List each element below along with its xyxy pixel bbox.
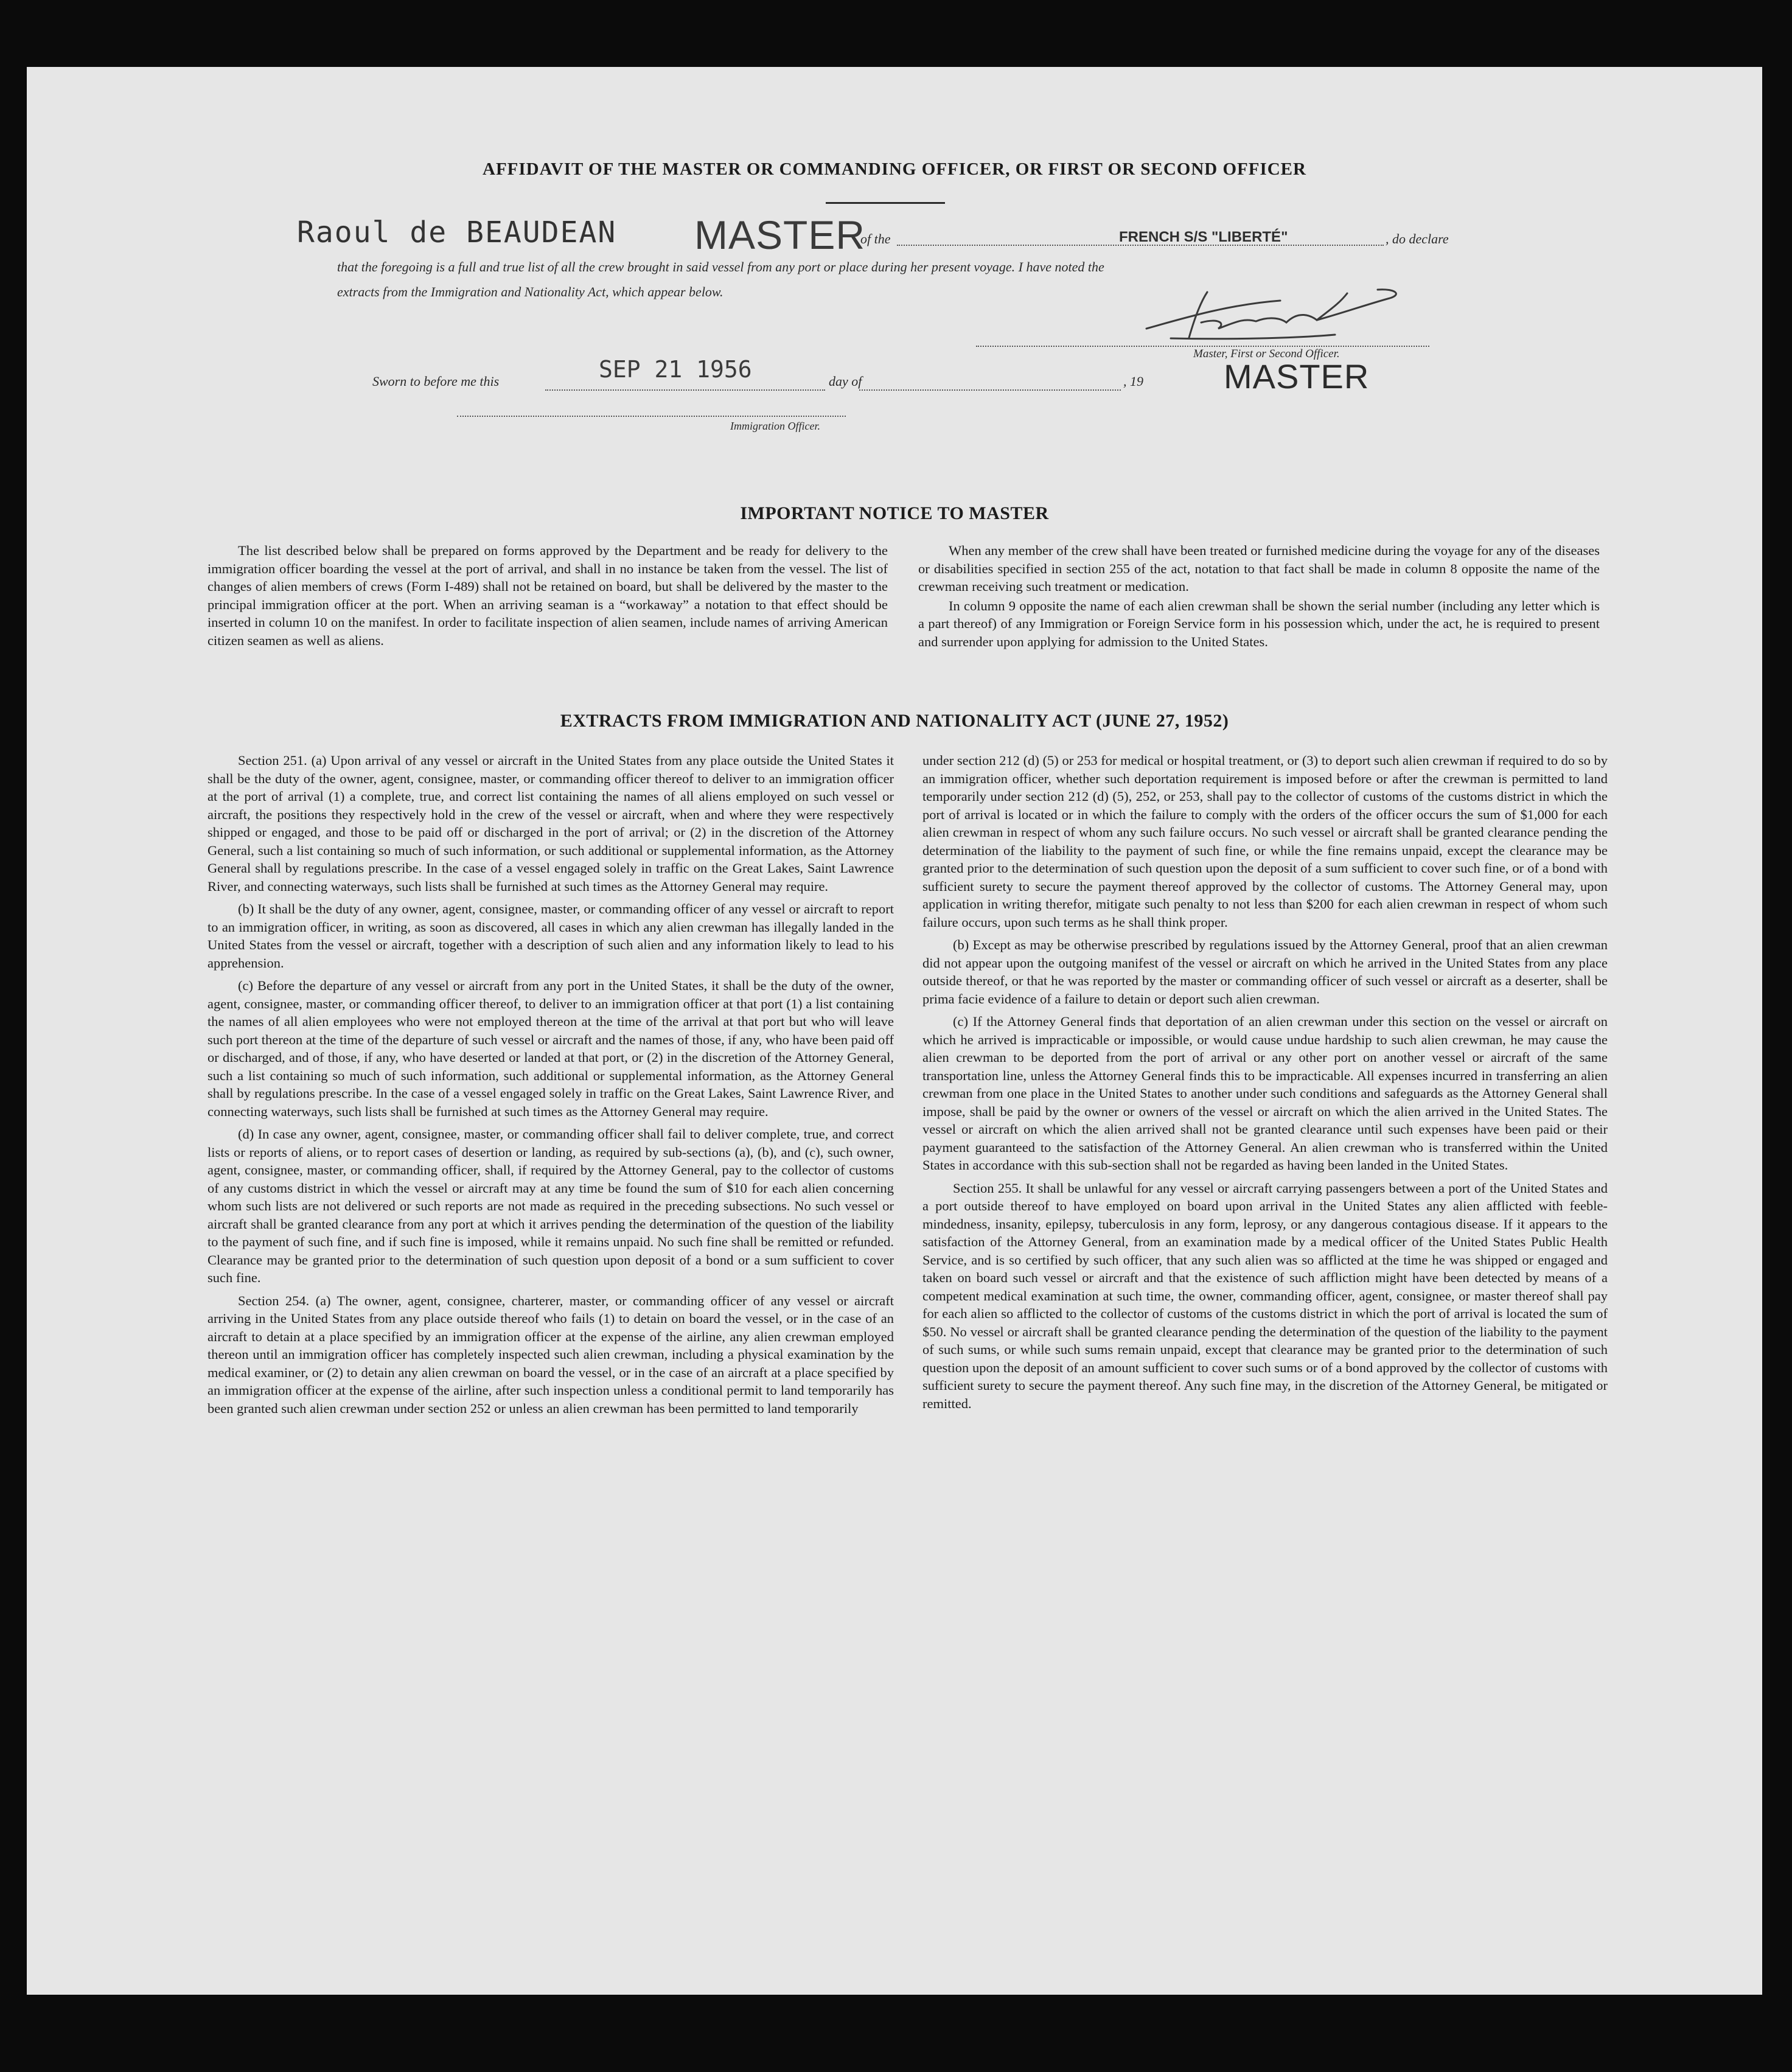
day-of-label: day of (829, 374, 862, 389)
signature-line (976, 346, 1429, 347)
notice-paragraph: In column 9 opposite the name of each alien crewman shall be shown the serial number (including any letter which is a part thereof) of any Immigration or Foreign Service form in his possession which, under the act, he is required to present and surrender upon applying for admission to the United States. (918, 598, 1600, 649)
notice-right-column (918, 542, 1600, 655)
act-section-paragraph: Section 254. (a) The owner, agent, consignee, charterer, master, or commanding officer of any vessel or aircraft arriving in the United States from any place outside thereof who fails (1) to detain on board the vessel, or in the case of an aircraft to detain at a place specified by an immigration officer at the expense of the airline, any alien crewman employed thereon until an immigration officer has completely inspected such alien crewman, including a physical examination by the medical examiner, or (2) to detain any alien crewman on board the vessel, or in the case of an aircraft at a place specified by an immigration officer at the expense of the airline, after such inspection unless a conditional permit to land temporarily has been granted such alien crewman under section 252 or unless an alien crewman has been permitted to land temporarily (207, 1292, 894, 1416)
master-name: Raoul de BEAUDEAN (297, 215, 617, 249)
signature-title-typed: MASTER (1224, 357, 1370, 396)
declaration-line-1: that the foregoing is a full and true list of all the crew brought in said vessel from any port or place during her present voyage. I have noted the (337, 259, 1104, 274)
act-section-paragraph: (c) If the Attorney General finds that deportation of an alien crewman under this section on the vessel or aircraft on which he arrived is impracticable or impossible, or would cause undue hardship to such alien crewman, he may cause the alien crewman to be deported from the port of arrival or any other port on another vessel or aircraft of the same transportation line, unless the Attorney General finds this to be impracticable. All expenses incurred in transferring an alien crewman from one place in the United States to another under such conditions and safeguards as the Attorney General shall impose, shall be paid by the owner or owners of the vessel or aircraft on which the alien arrived in the United States. The vessel or aircraft on which the alien arrived shall not be granted clearance until such expenses have been paid or their payment guaranteed to the satisfaction of the Attorney General. An alien crewman who is transferred within the United States in accordance with this sub-section shall not be regarded as having been landed in the United States. (922, 1014, 1608, 1173)
declaration-line-2: extracts from the Immigration and Nationality Act, which appear below. (337, 284, 723, 299)
notice-title: IMPORTANT NOTICE TO MASTER (740, 503, 1049, 523)
act-section-paragraph: Section 251. (a) Upon arrival of any vessel or aircraft in the United States from any place outside the United States it shall be the duty of the owner, agent, consignee, master, or commanding officer thereof to deliver to an immigration officer at the port of arrival (1) a complete, true, and correct list containing the names of all aliens employed on such vessel or aircraft, the positions they respectively hold in the crew of the vessel or aircraft, when and where they were respectively shipped or engaged, and those to be paid off or discharged in the port of arrival; or (2) in the discretion of the Attorney General, such a list containing so much of such information, or such additional or supplemental information, as the Attorney General shall by regulations prescribe. In the case of a vessel engaged solely in traffic on the Great Lakes, Saint Lawrence River, and connecting waterways, such lists shall be furnished at such times as the Attorney General may require. (207, 753, 894, 894)
extracts-left-column (207, 752, 894, 1422)
extracts-title: EXTRACTS FROM IMMIGRATION AND NATIONALITY ACT (JUNE 27, 1952) (560, 711, 1229, 731)
month-blank (859, 371, 1121, 391)
vessel-name: FRENCH S/S "LIBERTÉ" (1119, 229, 1288, 245)
act-section-paragraph: (c) Before the departure of any vessel or aircraft from any port in the United States, it shall be the duty of the owner, agent, consignee, master, or commanding officer thereof, to deliver to an immigration officer at that port (1) a list containing the names of all alien employees who were not employed thereon at the time of the arrival at that port but who will leave such port thereon at the time of the departure of such vessel or aircraft and the names of those, if any, who have been paid off or discharged, and of those, if any, who have deserted or landed at that port, or (2) in the discretion of the Attorney General, such a list containing so much of such information, such additional or supplemental information, as the Attorney General shall by regulations prescribe. In the case of a vessel engaged solely in traffic on the Great Lakes, Saint Lawrence River, and connecting waterways, such lists shall be furnished at such times as the Attorney General may require. (207, 978, 894, 1119)
document-page (27, 67, 1762, 1995)
act-section-paragraph: (d) In case any owner, agent, consignee, master, or commanding officer shall fail to deliver complete, true, and correct lists or reports of aliens, or to report cases of desertion or landing, as required by sub-sections (a), (b), and (c), such owner, agent, consignee, master, or commanding officer, shall, if required by the Attorney General, pay to the collector of customs of any customs district in which the vessel or aircraft may at any time be found the sum of $10 for each alien concerning whom such lists are not delivered or such reports are not made as required in the preceding subsections. No such vessel or aircraft shall be granted clearance from any port at which it arrives pending the determination of the question of the liability to the payment of such fine, and if such fine is imposed, while it remains unpaid. No such fine shall be remitted or refunded. Clearance may be granted prior to the determination of such question upon deposit of a bond or a sum sufficient to cover such fine. (207, 1126, 894, 1285)
of-the-label: of the (860, 231, 891, 246)
act-section-paragraph: Section 255. It shall be unlawful for any vessel or aircraft carrying passengers between a port of the United States and a port outside thereof to have employed on board upon arrival in the United States any alien afflicted with feeble-mindedness, insanity, epilepsy, tuberculosis in any form, leprosy, or any dangerous contagious disease. If it appears to the satisfaction of the Attorney General, from an examination made by a medical officer of the United States Public Health Service, and is so certified by such officer, that any such alien was so afflicted at the time he was shipped or engaged and taken on board such vessel or aircraft and that the existence of such affliction might have been detected by means of a competent medical examination at such time, the owner, commanding officer, agent, consignee, or master thereof shall pay for each alien so afflicted to the collector of customs of the customs district in which the port of arrival is located the sum of $50. No vessel or aircraft shall be granted clearance pending the determination of the question of the liability to the payment of such sums, or while such sums remain unpaid, except that clearance may be granted prior to the determination of such question upon the deposit of an amount sufficient to cover such sums or of a bond approved by the collector of customs with sufficient surety to secure the payment thereof. Any such fine may, in the discretion of the Attorney General, be mitigated or remitted. (922, 1180, 1608, 1411)
act-section-paragraph: under section 212 (d) (5) or 253 for medical or hospital treatment, or (3) to deport such alien crewman if required to do so by an immigration officer, whether such deportation requirement is imposed before or after the crewman is permitted to land temporarily under section 212 (d) (5), 252, or 253, shall pay to the collector of customs of the customs district in which the port of arrival is located or in which the failure to comply with the orders of the officer occurs the sum of $1,000 for each alien crewman in respect of whom any such failure occurs. No such vessel or aircraft shall be granted clearance pending the determination of the liability to the payment of such fine, or while the fine remains unpaid, except the clearance may be granted prior to the determination of such question upon the deposit of a sum sufficient to cover such fine, or of a bond with sufficient surety to secure the payment thereof approved by the collector of customs. The Attorney General may, upon application in writing therefor, mitigate such penalty to not less than $200 for each alien crewman in respect of whom such failure occurs, upon such terms as he shall think proper. (922, 753, 1608, 930)
notice-paragraph: When any member of the crew shall have been treated or furnished medicine during the voyage for any of the diseases or disabilities specified in section 255 of the act, notation to that fact shall be made in column 8 opposite the name of the crewman receiving such treatment or medication. (918, 543, 1600, 594)
signature-caption: Master, First or Second Officer. (1193, 347, 1340, 360)
notice-paragraph: The list described below shall be prepared on forms approved by the Department and be ready for delivery to the immigration officer boarding the vessel at the port of arrival, and shall in no instance be taken from the vessel. The list of changes of alien members of crews (Form I-489) shall not be retained on board, but shall be delivered by the master to the principal immigration officer at the port. When an arriving seaman is a “workaway” a notation to that effect should be inserted in column 10 on the manifest. In order to facilitate inspection of alien seamen, include names of arriving American citizen seamen as well as aliens. (207, 543, 888, 648)
master-signature (1134, 280, 1414, 347)
immigration-officer-caption: Immigration Officer. (730, 420, 820, 432)
act-section-paragraph: (b) Except as may be otherwise prescribed by regulations issued by the Attorney General, proof that an alien crewman did not appear upon the outgoing manifest of the vessel or aircraft on which he arrived in the United States from any place outside thereof, or that he was reported by the master or commanding officer of such vessel or aircraft as a deserter, shall be prima facie evidence of a failure to detain or deport such alien crewman. (922, 937, 1608, 1006)
affidavit-title: AFFIDAVIT OF THE MASTER OR COMMANDING OFFICER, OR FIRST OR SECOND OFFICER (483, 159, 1306, 179)
extracts-right-column (922, 752, 1608, 1417)
master-rank-typed: MASTER (694, 212, 866, 257)
act-section-paragraph: (b) It shall be the duty of any owner, agent, consignee, master, or commanding officer of any vessel or aircraft to report to an immigration officer, in writing, as soon as discovered, all cases in which any alien crewman has illegally landed in the United States from the vessel or aircraft, together with a description of such alien and any information likely to lead to his apprehension. (207, 901, 894, 971)
immigration-officer-line (457, 416, 846, 417)
sworn-label: Sworn to before me this (372, 374, 500, 389)
sworn-date: SEP 21 1956 (599, 356, 752, 383)
year-prefix: , 19 (1123, 374, 1143, 389)
do-declare-label: , do declare (1386, 231, 1449, 246)
title-divider (826, 202, 945, 204)
notice-left-column (207, 542, 888, 654)
